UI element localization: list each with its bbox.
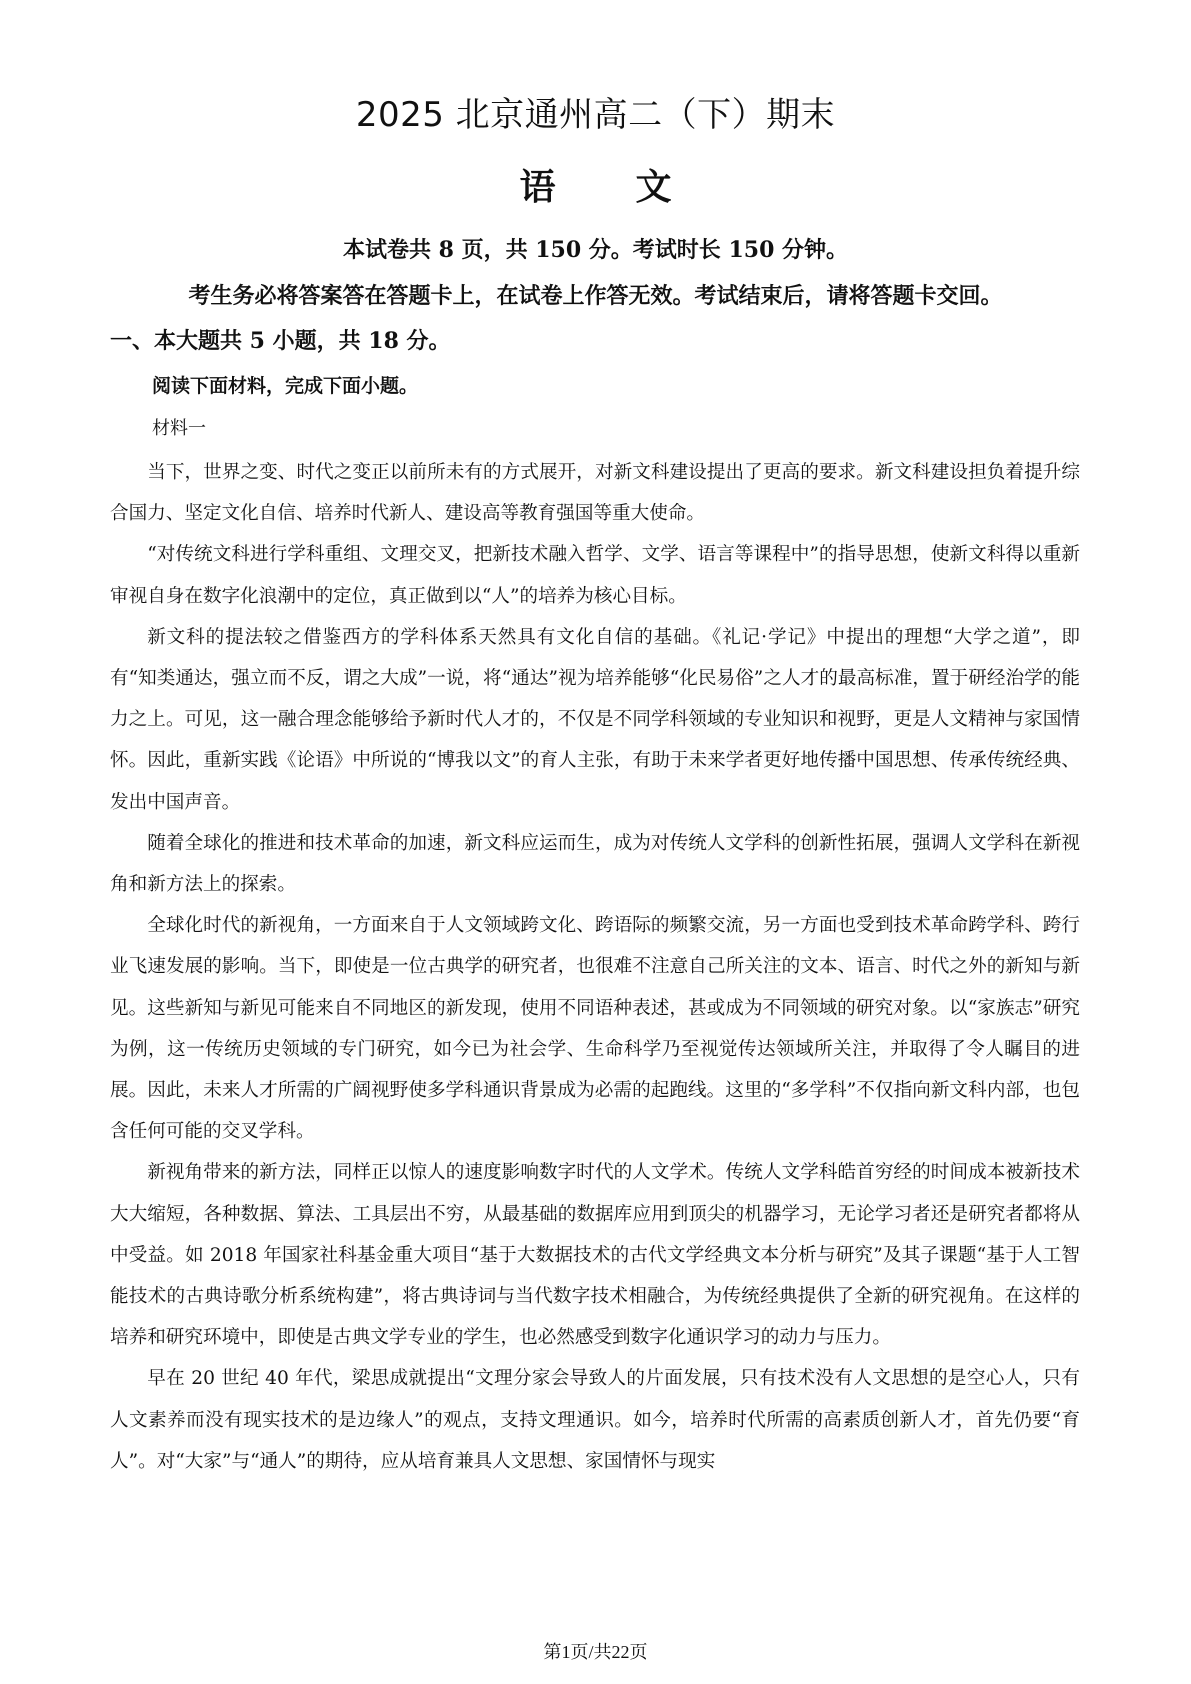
reading-instruction: 阅读下面材料，完成下面小题。: [152, 375, 419, 397]
exam-info-line-2: 考生务必将答案答在答题卡上，在试卷上作答无效。考试结束后，请将答题卡交回。: [188, 283, 1003, 309]
paragraph: 新文科的提法较之借鉴西方的学科体系天然具有文化自信的基础。《礼记·学记》中提出的理想“大学之道”，即有“知类通达，强立而不反，谓之大成”一说，将“通达”视为培养能够“化民易俗”之人才的最高标准，置于研经治学的能力之上。可见，这一融合理念能够给予新时代人才的，不仅是不同学科领域的专业知识和视野，更是人文精神与家国情怀。因此，重新实践《论语》中所说的“博我以文”的育人主张，有助于未来学者更好地传播中国思想、传承传统经典、发出中国声音。: [110, 626, 1080, 813]
exam-title: 2025 北京通州高二（下）期末: [355, 95, 836, 135]
paragraph: 早在 20 世纪 40 年代，梁思成就提出“文理分家会导致人的片面发展，只有技术没有人文思想的是空心人，只有人文素养而没有现实技术的是边缘人”的观点，支持文理通识。如今，培养时代所需的高素质创新人才，首先仍要“育人”。对“大家”与“通人”的期待，应从培育兼具人文思想、家国情怀与现实: [110, 1368, 1080, 1472]
paragraph: 全球化时代的新视角，一方面来自于人文领域跨文化、跨语际的频繁交流，另一方面也受到技术革命跨学科、跨行业飞速发展的影响。当下，即使是一位古典学的研究者，也很难不注意自己所关注的文本、语言、时代之外的新知与新见。这些新知与新见可能来自不同地区的新发现，使用不同语种表述，甚或成为不同领域的研究对象。以“家族志”研究为例，这一传统历史领域的专门研究，如今已为社会学、生命科学乃至视觉传达领域所关注，并取得了令人瞩目的进展。因此，未来人才所需的广阔视野使多学科通识背景成为必需的起跑线。这里的“多学科”不仅指向新文科内部，也包含任何可能的交叉学科。: [110, 915, 1080, 1143]
paragraph: “对传统文科进行学科重组、文理交叉，把新技术融入哲学、文学、语言等课程中”的指导思想，使新文科得以重新审视自身在数字化浪潮中的定位，真正做到以“人”的培养为核心目标。: [110, 544, 1080, 607]
paragraph: 随着全球化的推进和技术革命的加速，新文科应运而生，成为对传统人文学科的创新性拓展，强调人文学科在新视角和新方法上的探索。: [110, 832, 1080, 896]
page-number: 第1页/共22页: [543, 1642, 648, 1662]
subject-title: [0, 165, 1191, 211]
exam-info-line-1: 本试卷共 8 页，共 150 分。考试时长 150 分钟。: [342, 237, 849, 263]
paragraph: 当下，世界之变、时代之变正以前所未有的方式展开，对新文科建设提出了更高的要求。新文科建设担负着提升综合国力、坚定文化自信、培养时代新人、建设高等教育强国等重大使命。: [110, 462, 1080, 525]
paragraph: 新视角带来的新方法，同样正以惊人的速度影响数字时代的人文学术。传统人文学科皓首穷经的时间成本被新技术大大缩短，各种数据、算法、工具层出不穷，从最基础的数据库应用到顶尖的机器学习，无论学习者还是研究者都将从中受益。如 2018 年国家社科基金重大项目“基于大数据技术的古代文学经典文本分析与研究”及其子课题“基于人工智能技术的古典诗歌分析系统构建”，将古典诗词与当代数字技术相融合，为传统经典提供了全新的研究视角。在这样的培养和研究环境中，即使是古典文学专业的学生，也必然感受到数字化通识学习的动力与压力。: [110, 1162, 1080, 1349]
subject-char-1: 语: [519, 167, 556, 208]
section-heading: 一、本大题共 5 小题，共 18 分。: [110, 328, 451, 354]
material-body: [110, 452, 1080, 1482]
subject-char-2: 文: [635, 167, 672, 208]
material-label: 材料一: [152, 418, 206, 439]
